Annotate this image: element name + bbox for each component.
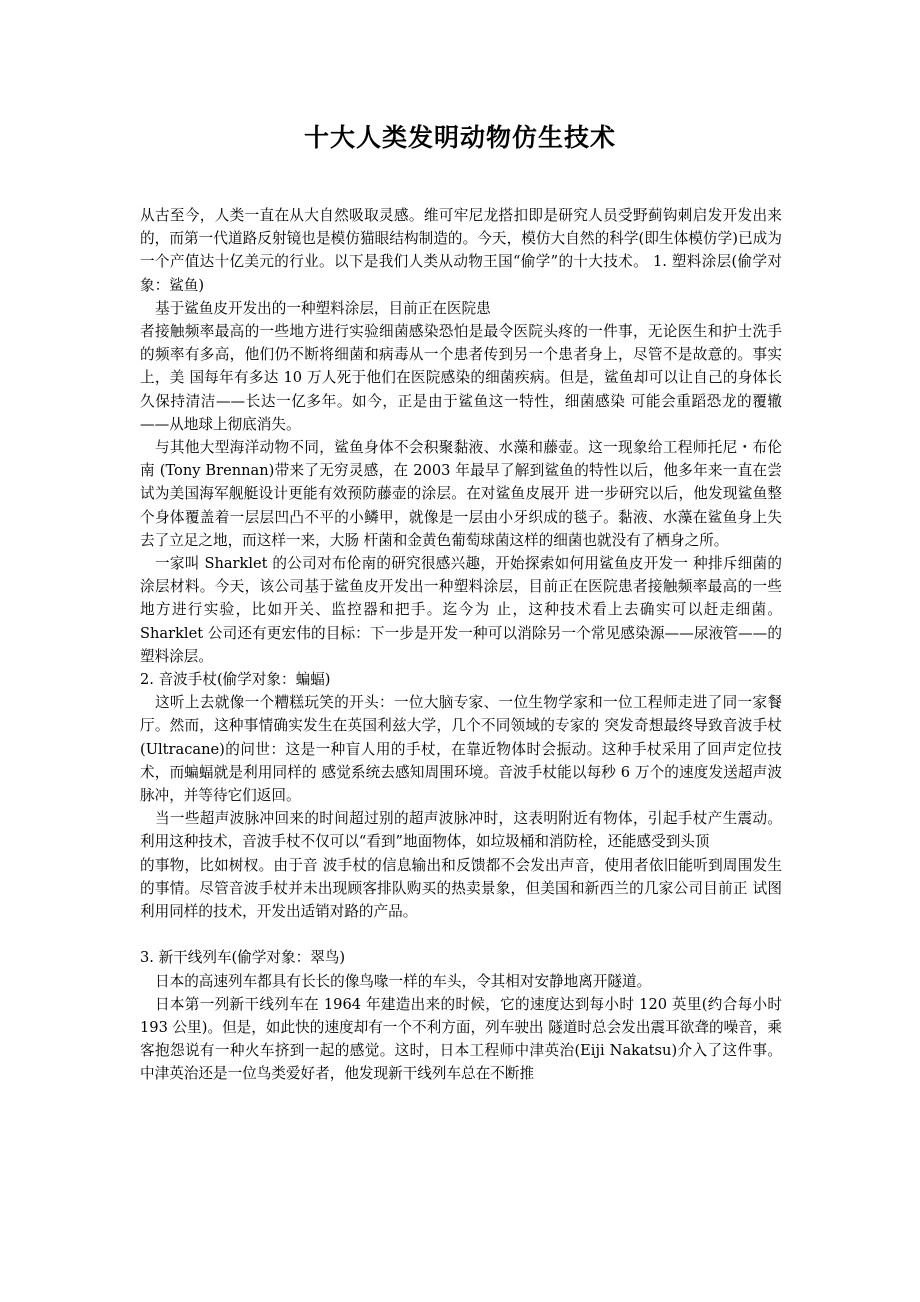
document-title: 十大人类发明动物仿生技术	[303, 123, 616, 152]
paragraph-intro: 从古至今，人类一直在从大自然吸取灵感。维可牢尼龙搭扣即是研究人员受野蓟钩刺启发开发出来的，而第一代道路反射镜也是模仿猫眼结构制造的。今天，模仿大自然的科学(即生体模仿学)已成为一个产值达十亿美元的行业。以下是我们人类从动物王国“偷学”的十大技术。 1. 塑料涂层(偷学对象：鲨鱼)	[140, 207, 782, 294]
document-body	[140, 204, 782, 1086]
paragraph: 日本的高速列车都具有长长的像鸟喙一样的车头，令其相对安静地离开隧道。	[155, 972, 652, 990]
paragraph: 的事物，比如树杈。由于音 波手杖的信息输出和反馈都不会发出声音，使用者依旧能听到周围发生的事情。尽管音波手杖并未出现顾客排队购买的热卖景象，但美国和新西兰的几家公司目前正 试图利用同样的技术，开发出适销对路的产品。	[140, 856, 782, 921]
paragraph: 与其他大型海洋动物不同，鲨鱼身体不会积聚黏液、水藻和藤壶。这一现象给工程师托尼・布伦南 (Tony Brennan)带来了无穷灵感，在 2003 年最早了解到鲨鱼的特性以后，他多年来一直在尝试为美国海军舰艇设计更能有效预防藤壶的涂层。在对鲨鱼皮展开 进一步研究以后，他发现鲨鱼整个身体覆盖着一层层凹凸不平的小鳞甲，就像是一层由小牙织成的毯子。黏液、水藻在鲨鱼身上失去了立足之地，而这样一来，大肠 杆菌和金黄色葡萄球菌这样的细菌也就没有了栖身之所。	[140, 439, 782, 549]
section-heading: 3. 新干线列车(偷学对象：翠鸟)	[140, 949, 346, 967]
section-heading: 2. 音波手杖(偷学对象：蝙蝠)	[140, 671, 331, 689]
paragraph: 当一些超声波脉冲回来的时间超过别的超声波脉冲时，这表明附近有物体，引起手杖产生震动。利用这种技术，音波手杖不仅可以“看到”地面物体，如垃圾桶和消防栓，还能感受到头顶	[140, 810, 782, 851]
paragraph: 一家叫 Sharklet 的公司对布伦南的研究很感兴趣，开始探索如何用鲨鱼皮开发一 种排斥细菌的涂层材料。今天，该公司基于鲨鱼皮开发出一种塑料涂层，目前正在医院患者接触频率最高的一些地方进行实验，比如开关、监控器和把手。迄今为 止，这种技术看上去确实可以赶走细菌。Sharklet 公司还有更宏伟的目标：下一步是开发一种可以消除另一个常见感染源——尿液管——的塑料涂层。	[140, 555, 782, 665]
paragraph: 基于鲨鱼皮开发出的一种塑料涂层，目前正在医院患	[155, 299, 491, 317]
paragraph: 日本第一列新干线列车在 1964 年建造出来的时候，它的速度达到每小时 120 英里(约合每小时 193 公里)。但是，如此快的速度却有一个不利方面，列车驶出 隧道时总会发出震耳欲聋的噪音，乘客抱怨说有一种火车挤到一起的感觉。这时，日本工程师中津英治(Eiji Nakatsu)介入了这件事。中津英治还是一位鸟类爱好者，他发现新干线列车总在不断推	[140, 995, 782, 1083]
paragraph: 者接触频率最高的一些地方进行实验细菌感染恐怕是最令医院头疼的一件事，无论医生和护士洗手的频率有多高，他们仍不断将细菌和病毒从一个患者传到另一个患者身上，尽管不是故意的。事实上，美 国每年有多达 10 万人死于他们在医院感染的细菌疾病。但是，鲨鱼却可以让自己的身体长久保持清洁——长达一亿多年。如今，正是由于鲨鱼这一特性，细菌感染 可能会重蹈恐龙的覆辙——从地球上彻底消失。	[140, 323, 782, 433]
paragraph: 这听上去就像一个糟糕玩笑的开头：一位大脑专家、一位生物学家和一位工程师走进了同一家餐厅。然而，这种事情确实发生在英国利兹大学，几个不同领域的专家的 突发奇想最终导致音波手杖(Ultracane)的问世：这是一种盲人用的手杖，在靠近物体时会振动。这种手杖采用了回声定位技术，而蝙蝠就是利用同样的 感觉系统去感知周围环境。音波手杖能以每秒 6 万个的速度发送超声波脉冲，并等待它们返回。	[140, 694, 782, 805]
